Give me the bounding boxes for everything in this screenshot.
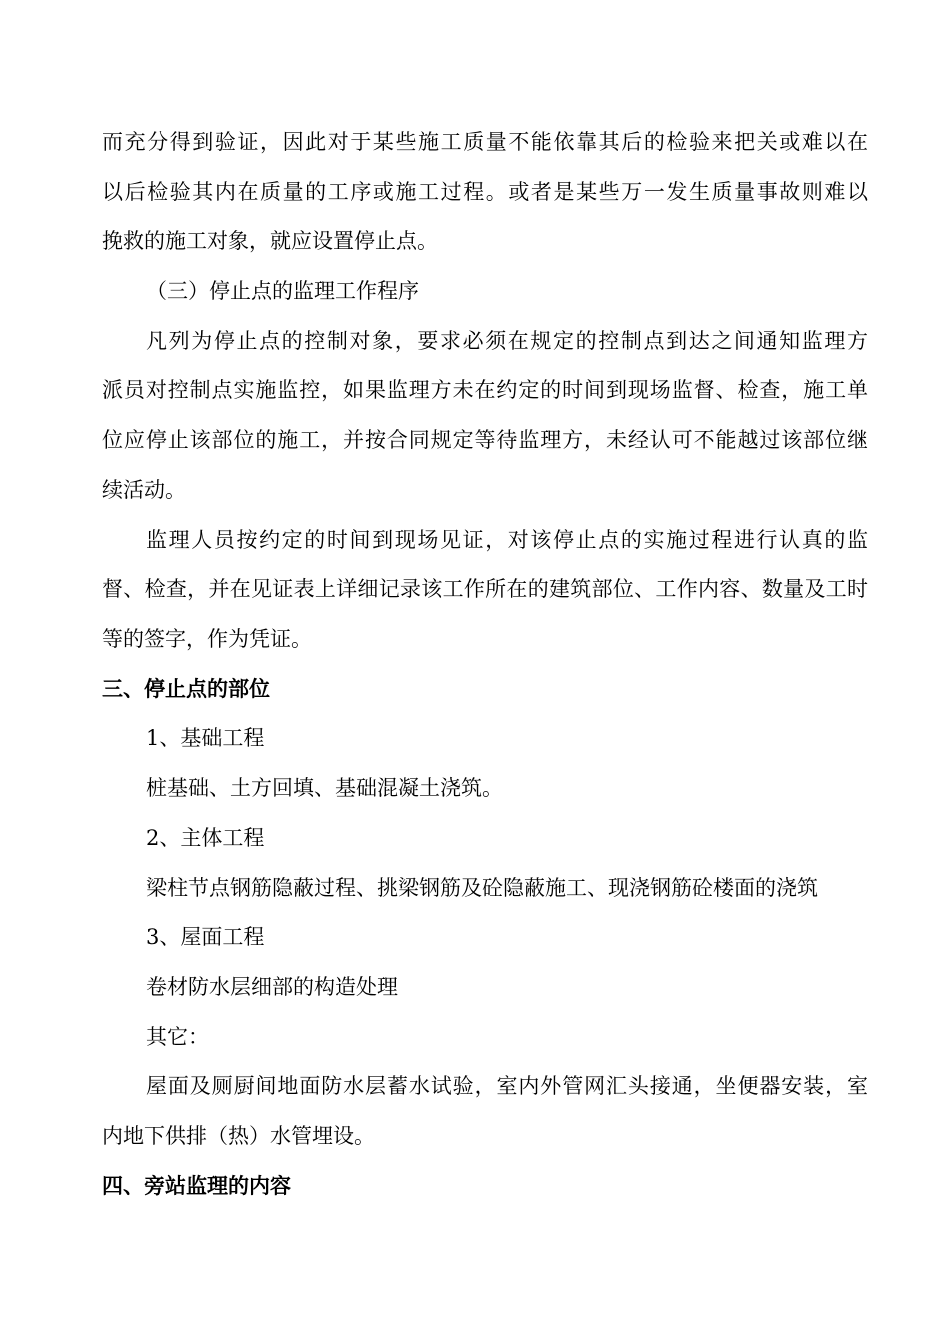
list-item-heading: 1、基础工程 [146, 726, 265, 750]
paragraph-line: 派员对控制点实施监控，如果监理方未在约定的时间到现场监督、检查，施工单 [102, 378, 868, 402]
list-item-text: 梁柱节点钢筋隐蔽过程、挑梁钢筋及砼隐蔽施工、现浇钢筋砼楼面的浇筑 [146, 876, 818, 900]
paragraph-line: 挽救的施工对象，就应设置停止点。 [102, 229, 438, 253]
list-item-text: 桩基础、土方回填、基础混凝土浇筑。 [146, 776, 503, 800]
paragraph-line: 督、检查，并在见证表上详细记录该工作所在的建筑部位、工作内容、数量及工时 [102, 577, 868, 601]
section-heading: 四、旁站监理的内容 [102, 1173, 291, 1198]
subsection-heading: （三）停止点的监理工作程序 [146, 279, 419, 303]
paragraph-line: 以后检验其内在质量的工序或施工过程。或者是某些万一发生质量事故则难以 [102, 180, 868, 204]
paragraph-line: 而充分得到验证，因此对于某些施工质量不能依靠其后的检验来把关或难以在 [102, 130, 868, 154]
section-heading: 三、停止点的部位 [102, 676, 270, 701]
paragraph-line: 等的签字，作为凭证。 [102, 627, 312, 651]
list-item-heading: 3、屋面工程 [146, 925, 265, 949]
paragraph-line: 凡列为停止点的控制对象，要求必须在规定的控制点到达之间通知监理方 [146, 329, 868, 353]
paragraph-line: 屋面及厕厨间地面防水层蓄水试验，室内外管网汇头接通，坐便器安装，室 [146, 1074, 868, 1098]
paragraph-line: 续活动。 [102, 478, 186, 502]
list-item-heading: 2、主体工程 [146, 826, 265, 850]
paragraph-line: 监理人员按约定的时间到现场见证，对该停止点的实施过程进行认真的监 [146, 528, 868, 552]
list-item-text: 卷材防水层细部的构造处理 [146, 975, 398, 999]
list-item-heading: 其它： [146, 1025, 209, 1049]
paragraph-line: 内地下供排（热）水管埋设。 [102, 1124, 375, 1148]
paragraph-line: 位应停止该部位的施工，并按合同规定等待监理方，未经认可不能越过该部位继 [102, 428, 868, 452]
